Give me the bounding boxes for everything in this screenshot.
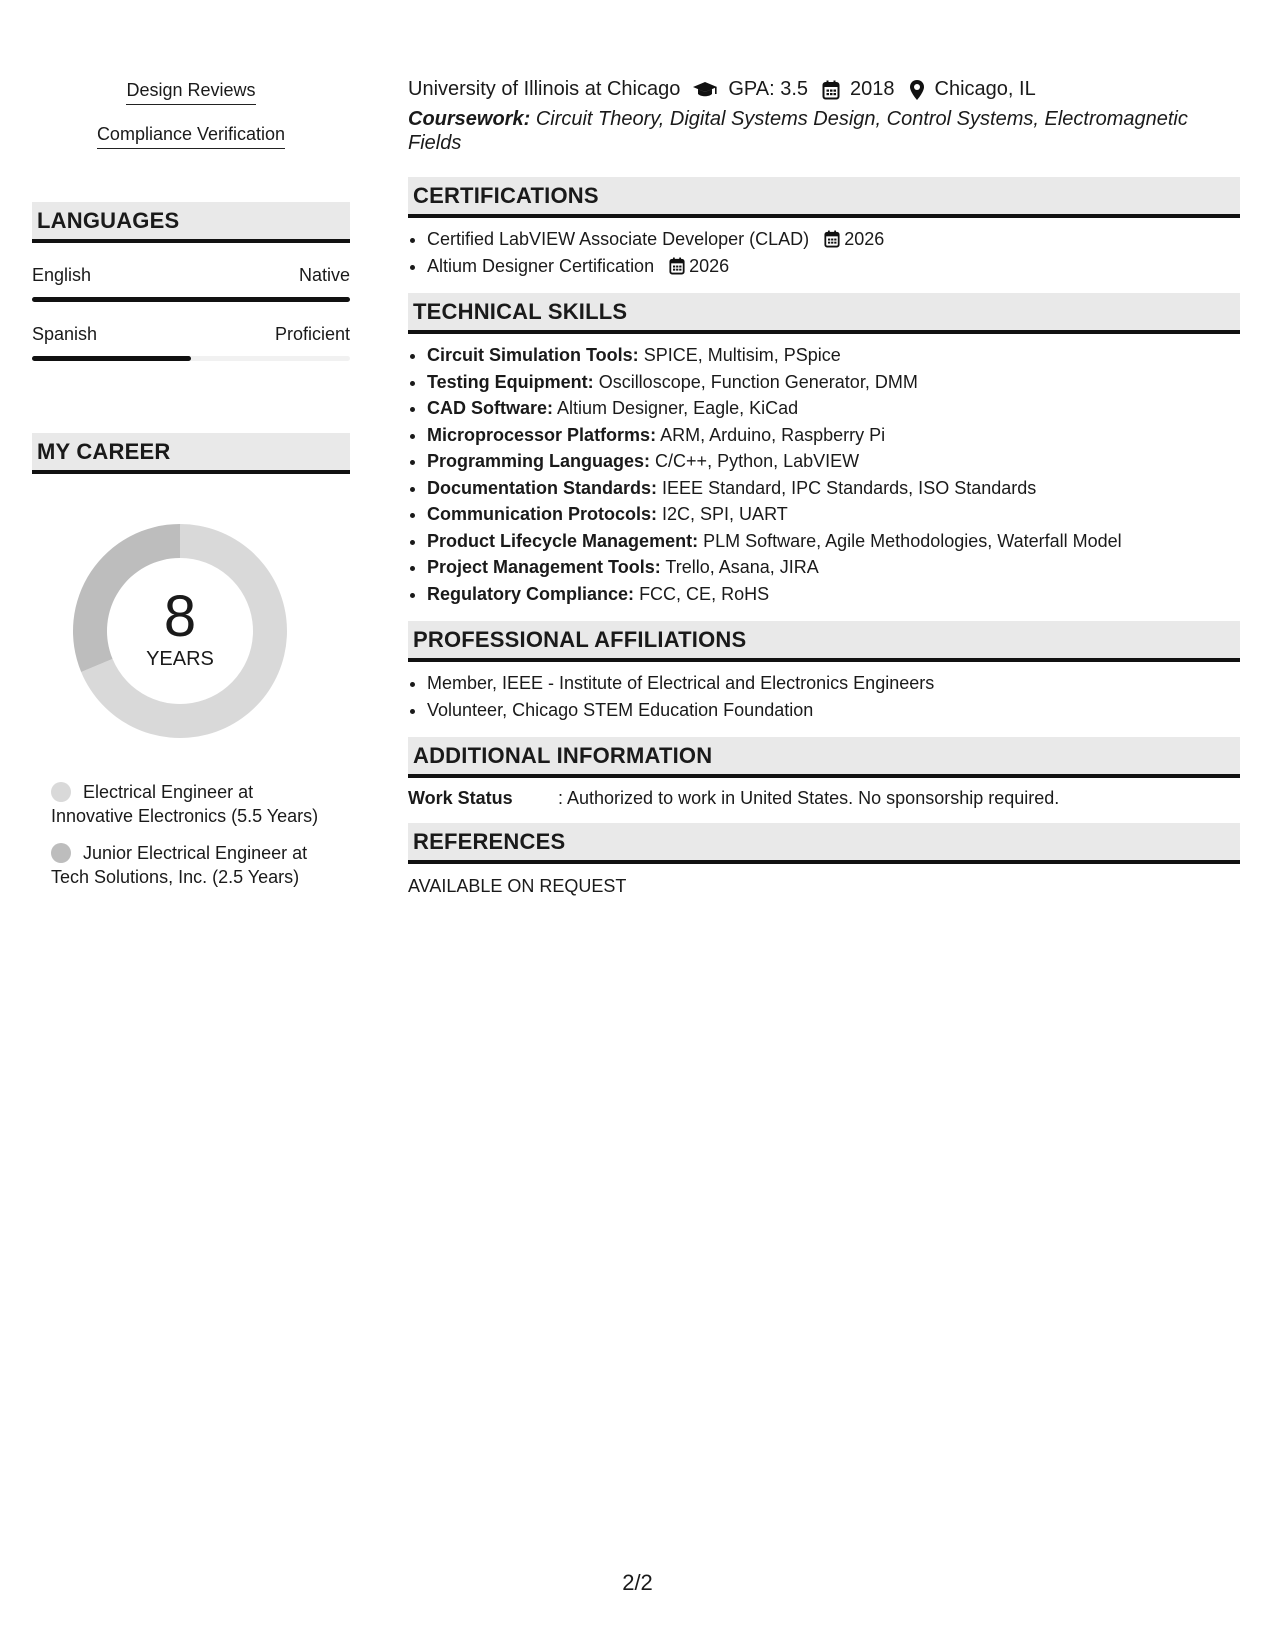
certifications-section xyxy=(408,177,1240,279)
skill-label: Testing Equipment: xyxy=(427,371,594,392)
skill-label: CAD Software: xyxy=(427,398,554,418)
career-legend-item xyxy=(51,841,321,889)
calendar-icon xyxy=(669,257,685,275)
language-level: Proficient xyxy=(274,324,350,344)
graduation-cap-icon xyxy=(692,80,718,100)
gpa: GPA: 3.5 xyxy=(728,78,809,100)
coursework-list: Circuit Theory, Digital Systems Design, Control Systems, Electromagnetic Fields xyxy=(408,108,1188,154)
legend-dot-icon xyxy=(51,843,71,863)
career-total-years: 8 xyxy=(163,584,197,649)
certification-name: Altium Designer Certification xyxy=(427,255,655,276)
work-status-row xyxy=(408,788,1240,809)
legend-dot-icon xyxy=(51,782,71,802)
skill-label: Circuit Simulation Tools: xyxy=(427,345,639,365)
affiliations-list xyxy=(408,670,1240,723)
skill-label: Product Lifecycle Management: xyxy=(427,530,699,551)
skill-tag-label: Design Reviews xyxy=(126,80,255,105)
skill-item xyxy=(427,448,1240,475)
career-donut-chart xyxy=(65,516,295,746)
affiliation-item: • Volunteer, Chicago STEM Education Foundation xyxy=(427,697,1240,724)
career-legend-item xyxy=(51,780,321,828)
skill-item xyxy=(427,422,1240,449)
language-name: English xyxy=(32,265,92,285)
coursework-label: Coursework: xyxy=(408,108,531,130)
calendar-icon xyxy=(822,80,840,100)
affiliations-header: PROFESSIONAL AFFILIATIONS xyxy=(408,621,1240,662)
certifications-list xyxy=(408,226,1240,279)
additional-info-section xyxy=(408,737,1240,809)
certification-year: 2026 xyxy=(689,255,730,276)
career-header: MY CAREER xyxy=(32,433,350,474)
technical-skills-section xyxy=(408,293,1240,607)
skill-tag xyxy=(32,80,350,124)
career-years-unit: YEARS xyxy=(146,648,214,670)
skill-value: FCC, CE, RoHS xyxy=(639,583,770,604)
skill-value: SPICE, Multisim, PSpice xyxy=(643,345,841,365)
graduation-year: 2018 xyxy=(850,78,895,100)
languages-header: LANGUAGES xyxy=(32,202,350,243)
skill-label: Regulatory Compliance: xyxy=(427,583,635,604)
education-line xyxy=(408,78,1240,101)
additional-info-header: ADDITIONAL INFORMATION xyxy=(408,737,1240,778)
references-header: REFERENCES xyxy=(408,823,1240,864)
technical-skills-header: TECHNICAL SKILLS xyxy=(408,293,1240,334)
work-status-value: : Authorized to work in United States. No sponsorship required. xyxy=(558,788,1060,808)
certification-name: Certified LabVIEW Associate Developer (CLAD) xyxy=(427,229,810,249)
work-status-label: Work Status xyxy=(408,788,513,808)
certification-year: 2026 xyxy=(844,229,885,249)
location: Chicago, IL xyxy=(934,78,1036,100)
skill-value: I2C, SPI, UART xyxy=(662,504,788,524)
language-level: Native xyxy=(298,265,350,285)
skill-value: ARM, Arduino, Raspberry Pi xyxy=(660,424,886,445)
school-name: University of Illinois at Chicago xyxy=(408,78,681,100)
career-legend-label: Electrical Engineer at Innovative Electronics (5.5 Years) xyxy=(51,782,319,826)
skill-label: Project Management Tools: xyxy=(427,557,661,577)
language-name: Spanish xyxy=(32,324,98,344)
career-legend-label: Junior Electrical Engineer at Tech Solutions, Inc. (2.5 Years) xyxy=(51,843,308,887)
skill-label: Communication Protocols: xyxy=(427,504,658,524)
certifications-header: CERTIFICATIONS xyxy=(408,177,1240,218)
skill-value: PLM Software, Agile Methodologies, Waterfall Model xyxy=(703,530,1122,551)
affiliations-section xyxy=(408,621,1240,723)
calendar-icon xyxy=(824,230,840,248)
language-proficiency-fill xyxy=(32,297,350,302)
skill-item xyxy=(427,475,1240,502)
skill-item xyxy=(427,581,1240,608)
coursework xyxy=(408,107,1240,155)
language-item xyxy=(32,265,350,302)
language-item xyxy=(32,324,350,361)
skill-item xyxy=(427,528,1240,555)
skill-value: Altium Designer, Eagle, KiCad xyxy=(557,398,799,418)
skill-item xyxy=(427,554,1240,581)
page-number: 2/2 xyxy=(622,1570,653,1595)
skill-label: Microprocessor Platforms: xyxy=(427,424,657,445)
technical-skills-list xyxy=(408,342,1240,607)
right-column xyxy=(408,78,1240,897)
language-proficiency-fill xyxy=(32,356,191,361)
map-pin-icon xyxy=(909,79,925,101)
skill-tag-label: Compliance Verification xyxy=(97,124,285,149)
career-legend xyxy=(51,780,321,889)
certification-item xyxy=(427,253,1240,280)
skill-value: Trello, Asana, JIRA xyxy=(665,557,819,577)
skill-value: C/C++, Python, LabVIEW xyxy=(655,451,860,471)
skill-item xyxy=(427,369,1240,396)
references-text: AVAILABLE ON REQUEST xyxy=(408,876,627,896)
skill-item xyxy=(427,501,1240,528)
skill-value: IEEE Standard, IPC Standards, ISO Standards xyxy=(662,477,1037,498)
skill-label: Programming Languages: xyxy=(427,451,651,471)
affiliation-item: • Member, IEEE - Institute of Electrical and Electronics Engineers xyxy=(427,670,1240,697)
skill-item xyxy=(427,342,1240,369)
language-proficiency-bar xyxy=(32,356,350,361)
skill-label: Documentation Standards: xyxy=(427,477,658,498)
skill-tag xyxy=(32,124,350,168)
references-section xyxy=(408,823,1240,897)
certification-item xyxy=(427,226,1240,253)
skill-value: Oscilloscope, Function Generator, DMM xyxy=(598,371,918,392)
skill-item xyxy=(427,395,1240,422)
language-proficiency-bar xyxy=(32,297,350,302)
left-column xyxy=(32,80,350,902)
